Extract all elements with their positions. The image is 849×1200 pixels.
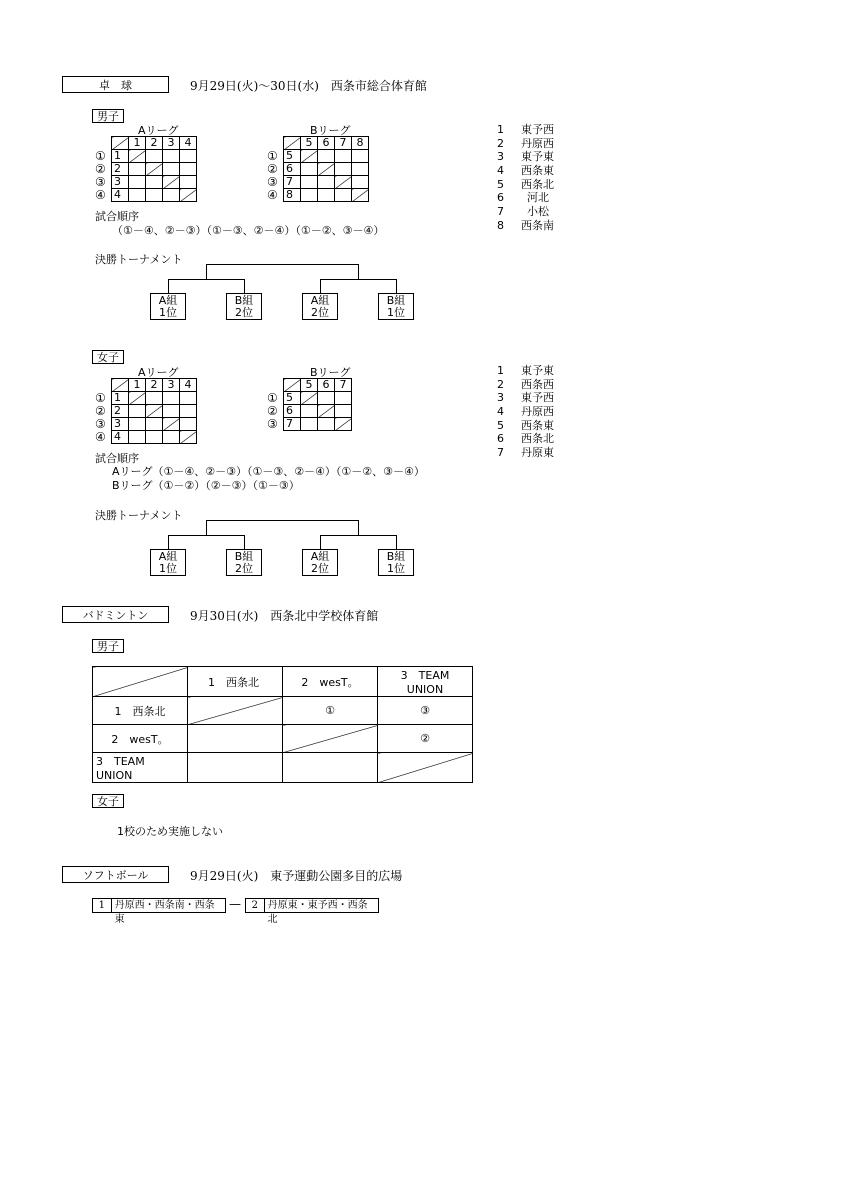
girls-b-league-table: 5 6 7 5 6 7 xyxy=(283,378,352,431)
badminton-girls-note: 1校のため実施しない xyxy=(117,825,223,838)
bracket-line xyxy=(206,520,359,521)
team-row: 3 東予西 xyxy=(497,391,554,405)
bracket-line xyxy=(358,520,359,535)
girls-tournament-title: 決勝トーナメント xyxy=(95,509,183,522)
section-label-table-tennis: 卓 球 xyxy=(62,76,169,93)
girls-order-b: Bリーグ（①－②）（②－③）（①－③） xyxy=(112,479,300,492)
bracket-slot: A組 2位 xyxy=(302,549,338,576)
softball-dash: — xyxy=(229,897,241,911)
bracket-slot: B組 2位 xyxy=(226,293,262,320)
softball-schedule: 9月29日(火) 東予運動公園多目的広場 xyxy=(190,869,403,883)
boys-b-league-table: 5 6 7 8 5 6 7 8 xyxy=(283,136,369,202)
team-row: 5 西条東 xyxy=(497,418,554,432)
boys-a-league-title: Aリーグ xyxy=(138,124,179,137)
badminton-boys-tag: 男子 xyxy=(92,639,124,653)
girls-order-a: Aリーグ（①－④、②－③）（①－③、②－④）（①－②、③－④） xyxy=(112,465,425,478)
bracket-slot: B組 1位 xyxy=(378,293,414,320)
girls-b-league-title: Bリーグ xyxy=(310,366,351,379)
table-tennis-schedule: 9月29日(火)～30日(水) 西条市総合体育館 xyxy=(190,79,427,93)
girls-order-title: 試合順序 xyxy=(95,452,139,465)
girls-tag: 女子 xyxy=(92,350,124,364)
bracket-slot: A組 2位 xyxy=(302,293,338,320)
girls-a-league-title: Aリーグ xyxy=(138,366,179,379)
team-row: 2 西条西 xyxy=(497,377,554,391)
boys-a-league-table: 1 2 3 4 1 2 3 4 xyxy=(111,136,197,202)
team-row: 7 丹原東 xyxy=(497,446,554,460)
table-row: 1 西条北 ① ③ xyxy=(93,697,473,725)
girls-a-row-marks: ① ② ③ ④ xyxy=(95,391,106,444)
badminton-girls-tag: 女子 xyxy=(92,794,124,808)
boys-b-league-title: Bリーグ xyxy=(310,124,351,137)
team-row: 6 河北 xyxy=(497,191,549,205)
bracket-slot: A組 1位 xyxy=(150,549,186,576)
bracket-line xyxy=(320,279,397,280)
boys-order: （①－④、②－③）（①－③、②－④）（①－②、③－④） xyxy=(112,224,385,237)
team-row: 3 東予東 xyxy=(497,150,554,164)
badminton-schedule: 9月30日(水) 西条北中学校体育館 xyxy=(190,609,379,623)
bracket-line xyxy=(206,264,359,265)
softball-team-2: 2 丹原東・東予西・西条北 xyxy=(245,898,379,913)
team-row: 8 西条南 xyxy=(497,218,554,232)
team-row: 4 西条東 xyxy=(497,164,554,178)
bracket-line xyxy=(168,279,169,293)
team-row: 7 小松 xyxy=(497,205,549,219)
bracket-line xyxy=(320,279,321,293)
boys-a-row-marks: ① ② ③ ④ xyxy=(95,149,106,202)
boys-order-title: 試合順序 xyxy=(95,210,139,223)
boys-tag: 男子 xyxy=(92,109,124,123)
table-row: 3 TEAM UNION xyxy=(93,753,473,783)
bracket-line xyxy=(396,279,397,293)
team-row: 1 東予西 xyxy=(497,123,554,136)
boys-b-row-marks: ① ② ③ ④ xyxy=(267,149,278,202)
table-row: 2 wesT。 ② xyxy=(93,725,473,753)
team-row: 5 西条北 xyxy=(497,177,554,191)
bracket-line xyxy=(168,535,169,549)
boys-tournament-title: 決勝トーナメント xyxy=(95,253,183,266)
bracket-line xyxy=(206,520,207,535)
girls-team-list xyxy=(497,364,554,460)
team-row: 2 丹原西 xyxy=(497,136,554,150)
bracket-line xyxy=(358,264,359,279)
team-row: 6 西条北 xyxy=(497,432,554,446)
girls-a-league-table: 1 2 3 4 1 2 3 4 xyxy=(111,378,197,444)
bracket-slot: A組 1位 xyxy=(150,293,186,320)
team-row: 1 東予東 xyxy=(497,364,554,377)
bracket-line xyxy=(396,535,397,549)
section-label-badminton: バドミントン xyxy=(62,606,169,623)
badminton-league-table: 1 西条北 2 wesT。 3 TEAM UNION 1 西条北 ① ③ 2 wesT。 ② 3 TEAM UNION xyxy=(92,666,473,783)
bracket-line xyxy=(168,535,245,536)
bracket-slot: B組 2位 xyxy=(226,549,262,576)
bracket-line xyxy=(320,535,397,536)
corner-cell xyxy=(93,667,188,697)
bracket-line xyxy=(320,535,321,549)
bracket-slot: B組 1位 xyxy=(378,549,414,576)
bracket-line xyxy=(168,279,245,280)
softball-team-1: 1 丹原西・西条南・西条東 xyxy=(92,898,226,913)
bracket-line xyxy=(244,279,245,293)
team-row: 4 丹原西 xyxy=(497,405,554,419)
bracket-line xyxy=(244,535,245,549)
section-label-softball: ソフトボール xyxy=(62,866,169,883)
girls-b-row-marks: ① ② ③ xyxy=(267,391,278,431)
boys-team-list xyxy=(497,123,554,233)
bracket-line xyxy=(206,264,207,279)
